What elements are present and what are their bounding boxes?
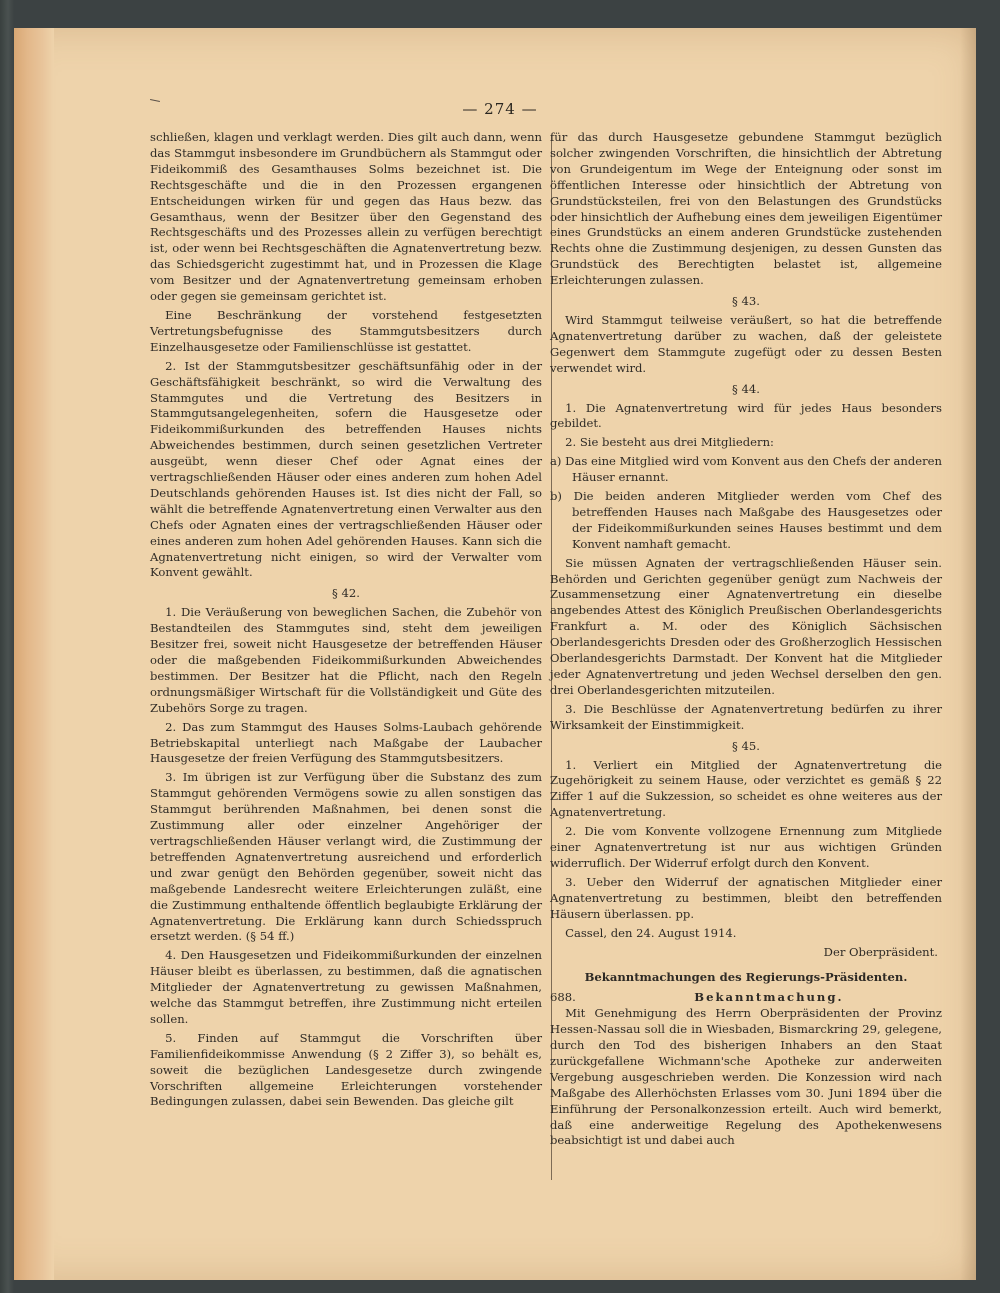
paragraph: 3. Ueber den Widerruf der agnatischen Mitglieder einer Agnatenvertretung zu bestimmen, bleibt den betreffenden Häusern überlassen. pp.	[550, 874, 942, 921]
paragraph: 1. Verliert ein Mitglied der Agnatenvertretung die Zugehörigkeit zu seinem Hause, oder verzichtet es gemäß § 22 Ziffer 1 auf die Sukzession, so scheidet es ohne weiteres aus der Agnatenvertretung.	[550, 757, 942, 820]
paragraph: 2. Die vom Konvente vollzogene Ernennung zum Mitgliede einer Agnatenvertretung ist nur aus wichtigen Gründen widerruflich. Der Widerruf erfolgt durch den Konvent.	[550, 824, 942, 870]
paragraph: 2. Sie besteht aus drei Mitgliedern:	[565, 435, 774, 450]
left-text-column	[150, 130, 542, 1113]
paragraph: 3. Im übrigen ist zur Verfügung über die Substanz des zum Stammgut gehörenden Vermögens sowie zu allen sonstigen das Stammgut berührenden Maßnahmen, bei denen sonst die Zustimmung aller oder einzelner Angehöriger der vertragschließenden Häuser verlangt wird, die Zustimmung der betreffenden Agnatenvertretung ausreichend und erforderlich und zwar genügt den Behörden gegenüber, soweit nicht das maßgebende Landesrecht weitere Erleichterungen zuläßt, eine die Zustimmung enthaltende öffentlich beglaubigte Erklärung der Agnatenvertretung. Die Erklärung kann durch Schiedsspruch ersetzt werden. (§ 54 ff.)	[150, 770, 542, 944]
section-heading-44: § 44.	[732, 381, 760, 396]
paragraph: Eine Beschränkung der vorstehend festgesetzten Vertretungsbefugnisse des Stammgutsbesitzers durch Einzelhausgesetze oder Familienschlüsse ist gestattet.	[150, 307, 542, 354]
paragraph: schließen, klagen und verklagt werden. Dies gilt auch dann, wenn das Stammgut insbesondere im Grundbüchern als Stammgut oder Fideikommiß des Gesamthauses Solms bezeichnet ist. Die Rechtsgeschäfte und die in den Prozessen ergangenen Entscheidungen wirken für und gegen das Haus bezw. das Gesamthaus, wenn der Besitzer über den Gegenstand des Rechtsgeschäfts und des Prozesses allein zu verfügen berechtigt ist, oder wenn bei Rechtsgeschäften die Agnatenvertretung bezw. das Schiedsgericht zugestimmt hat, und in Prozessen die Klage vom Besitzer und der Agnatenvertretung gemeinsam erhoben oder gegen sie gemeinsam gerichtet ist.	[150, 130, 542, 304]
paragraph: 3. Die Beschlüsse der Agnatenvertretung bedürfen zu ihrer Wirksamkeit der Einstimmigkeit.	[550, 701, 942, 732]
place-date-line: Cassel, den 24. August 1914.	[565, 925, 737, 940]
page-binding-edge	[14, 28, 54, 1280]
right-text-column	[550, 130, 942, 1152]
section-heading-45: § 45.	[732, 738, 760, 753]
section-heading-43: § 43.	[732, 294, 760, 309]
rubric-heading: Bekanntmachungen des Regierungs-Präsidenten.	[584, 970, 908, 985]
paragraph: Mit Genehmigung des Herrn Oberpräsidenten der Provinz Hessen-Nassau soll die in Wiesbaden, Bismarckring 29, gelegene, durch den Tod des bisherigen Inhabers an den Staat zurückgefallene Wichmann'sche Apotheke zur anderweiten Vergebung ausgeschrieben werden. Die Konzession wird nach Maßgabe des Allerhöchsten Erlasses vom 30. Juni 1894 über die Einführung der Personalkonzession erteilt. Auch wird bemerkt, daß eine anderweitige Regelung des Apothekenwesens beabsichtigt ist und dabei auch	[550, 1006, 942, 1148]
paragraph: 1. Die Agnatenvertretung wird für jedes Haus besonders gebildet.	[550, 400, 942, 431]
notice-title: Bekanntmachung.	[694, 990, 844, 1005]
page-edge-shadow	[960, 28, 976, 1280]
page-number: — 274 —	[462, 100, 538, 118]
paragraph: 4. Den Hausgesetzen und Fideikommißurkunden der einzelnen Häuser bleibt es überlassen, zu bestimmen, daß die agnatischen Mitglieder der Agnatenvertretung zu gewissen Maßnahmen, welche das Stammgut betreffen, ihre Zustimmung nicht erteilen sollen.	[150, 948, 542, 1026]
paragraph: 2. Das zum Stammgut des Hauses Solms-Laubach gehörende Betriebskapital unterliegt nach Maßgabe der Laubacher Hausgesetze der freien Verfügung des Stammgutsbesitzers.	[150, 719, 542, 766]
paragraph: für das durch Hausgesetze gebundene Stammgut bezüglich solcher zwingenden Vorschriften, die hinsichtlich der Abtretung von Grundeigentum im Wege der Enteignung oder sonst im öffentlichen Interesse oder hinsichtlich der Abtretung von Grundstücksteilen, frei von den Belastungen des Grundstücks oder hinsichtlich der Aufhebung eines dem jeweiligen Eigentümer eines Grundstücks an einem anderen Grundstücke zustehenden Rechts ohne die Zustimmung desjenigen, zu dessen Gunsten das Grundstück des Berechtigten belastet ist, allgemeine Erleichterungen zulassen.	[550, 130, 942, 288]
paragraph: 1. Die Veräußerung von beweglichen Sachen, die Zubehör von Bestandteilen des Stammgutes sind, steht dem jeweiligen Besitzer frei, soweit nicht Hausgesetze der betreffenden Häuser oder die maßgebenden Fideikommißurkunden Abweichendes bestimmen. Der Besitzer hat die Pflicht, nach den Regeln ordnungsmäßiger Wirtschaft für die Vollständigkeit und Güte des Zubehörs Sorge zu tragen.	[150, 605, 542, 715]
section-heading-42: § 42.	[332, 586, 360, 601]
notice-number: 688.	[550, 990, 576, 1005]
paragraph: 2. Ist der Stammgutsbesitzer geschäftsunfähig oder in der Geschäftsfähigkeit beschränkt, so wird die Verwaltung des Stammgutes und die Vertretung des Besitzers in Stammgutsangelegenheiten, sofern die Hausgesetze oder Fideikommißurkunden des betreffenden Hauses nichts Abweichendes bestimmen, durch seinen gesetzlichen Vertreter ausgeübt, wenn dieser Chef oder Agnat eines der vertragschließenden Häuser oder eines anderen zum hohen Adel Deutschlands gehörenden Hauses ist. Ist dies nicht der Fall, so wählt die betreffende Agnatenvertretung einen Verwalter aus den Chefs oder Agnaten eines der vertragschließenden Häuser oder eines anderen zum hohen Adel gehörenden Hauses. Kann sich die Agnatenvertretung nicht einigen, so wird der Verwalter vom Konvent gewählt.	[150, 358, 542, 580]
signature-line: Der Oberpräsident.	[823, 944, 938, 959]
paragraph: Wird Stammgut teilweise veräußert, so hat die betreffende Agnatenvertretung darüber zu wachen, daß der geleistete Gegenwert dem Stammgute zugefügt oder zu dessen Besten verwendet wird.	[550, 312, 942, 375]
paragraph: Sie müssen Agnaten der vertragschließenden Häuser sein. Behörden und Gerichten gegenüber genügt zum Nachweis der Zusammensetzung einer Agnatenvertretung ein dieselbe angebendes Attest des Königlich Preußischen Oberlandesgerichts Frankfurt a. M. oder des Königlich Sächsischen Oberlandesgerichts Dresden oder des Großherzoglich Hessischen Oberlandesgerichts Darmstadt. Der Konvent hat die Mitglieder jeder Agnatenvertretung und jeden Wechsel derselben den gen. drei Oberlandesgerichten mitzuteilen.	[550, 555, 942, 697]
list-item: b) Die beiden anderen Mitglieder werden vom Chef des betreffenden Hauses nach Maßgabe des Hausgesetzes oder der Fideikommißurkunden seines Hauses bestimmt und dem Konvent namhaft gemacht.	[550, 489, 942, 551]
notice-header	[550, 990, 942, 1006]
paragraph: 5. Finden auf Stammgut die Vorschriften über Familienfideikommisse Anwendung (§ 2 Ziffer 3), so behält es, soweit die bezüglichen Landesgesetze durch zwingende Vorschriften allgemeine Erleichterungen vorstehender Bedingungen zulassen, dabei sein Bewenden. Das gleiche gilt	[150, 1030, 542, 1109]
list-item: a) Das eine Mitglied wird vom Konvent aus den Chefs der anderen Häuser ernannt.	[550, 454, 942, 485]
